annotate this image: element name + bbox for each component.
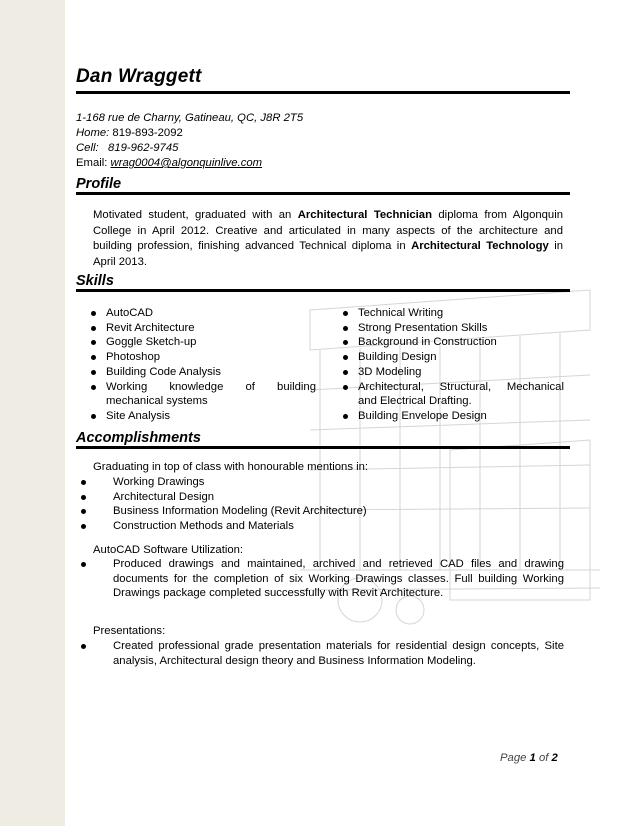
- page-number: [500, 752, 558, 764]
- list-item: AutoCAD: [86, 306, 316, 321]
- word: Structural,: [439, 380, 492, 393]
- home-phone: 819-893-2092: [112, 127, 183, 139]
- accomplishments-heading: Accomplishments: [76, 430, 201, 446]
- presentations-title: Presentations:: [93, 625, 166, 637]
- list-item: Business Information Modeling (Revit Architecture): [76, 504, 556, 519]
- list-item: Construction Methods and Materials: [76, 519, 556, 534]
- list-item: Strong Presentation Skills: [338, 321, 564, 336]
- presentations-list: [76, 639, 564, 668]
- word: Mechanical: [506, 380, 564, 393]
- page-word: Page: [500, 752, 527, 764]
- skills-heading: Skills: [76, 273, 114, 289]
- word: Working: [106, 380, 148, 393]
- list-item: Site Analysis: [86, 409, 316, 424]
- list-item: Background in Construction: [338, 335, 564, 350]
- list-item: Building Design: [338, 350, 564, 365]
- email-line: [76, 156, 303, 171]
- skills-left-list: [86, 306, 316, 424]
- profile-bold-2: Architectural Technology: [411, 240, 549, 252]
- resume-page: [76, 0, 570, 826]
- working-knowledge-line-2: mechanical systems: [106, 395, 208, 408]
- cell-phone: 819-962-9745: [108, 142, 179, 154]
- list-item: Technical Writing: [338, 306, 564, 321]
- working-knowledge-line: [106, 380, 316, 395]
- profile-bold-1: Architectural Technician: [297, 209, 432, 221]
- email-link[interactable]: wrag0004@algonquinlive.com: [110, 157, 263, 169]
- list-item: Working Drawings: [76, 475, 556, 490]
- profile-rule: [76, 192, 570, 195]
- list-item: Created professional grade presentation materials for residential design concepts, Site analysis, Architectural design theory and Business Information Modeling.: [76, 639, 564, 668]
- list-item: Produced drawings and maintained, archived and retrieved CAD files and drawing documents for the completion of six Working Drawings classes. Full building Working Drawings package completed successfully with Revit Architecture.: [76, 557, 564, 601]
- of-word: of: [538, 752, 549, 764]
- profile-text-3: in April 2013.: [93, 240, 563, 268]
- address: 1-168 rue de Charny, Gatineau, QC, J8R 2T5: [76, 112, 304, 124]
- word: of: [245, 380, 255, 393]
- profile-text: [93, 208, 563, 270]
- profile-heading: Profile: [76, 176, 122, 192]
- skills-right-list: [338, 306, 564, 424]
- autocad-list: [76, 557, 564, 601]
- contact-block: [76, 111, 303, 171]
- word: knowledge: [169, 380, 224, 393]
- accomplishments-intro: Graduating in top of class with honourable mentions in:: [93, 461, 369, 473]
- candidate-name: Dan Wraggett: [76, 66, 202, 87]
- list-item: [338, 380, 564, 409]
- accomplishments-rule: [76, 446, 570, 449]
- email-label: Email:: [76, 157, 108, 169]
- list-item: [86, 380, 316, 409]
- profile-text-2: diploma from Algonquin College in April 2012. Creative and articulated in many aspects of the architecture and building profession, finishing advanced Technical diploma in: [93, 209, 563, 252]
- list-item: Architectural Design: [76, 490, 556, 505]
- home-phone-line: [76, 126, 303, 141]
- word: building: [277, 380, 316, 393]
- word: Architectural,: [358, 380, 424, 393]
- honours-list: [76, 475, 556, 534]
- autocad-title: AutoCAD Software Utilization:: [93, 544, 244, 556]
- page-current: 1: [529, 752, 536, 764]
- left-margin-band: [0, 0, 65, 826]
- header-rule: [76, 91, 570, 94]
- list-item: Building Code Analysis: [86, 365, 316, 380]
- list-item: Goggle Sketch-up: [86, 335, 316, 350]
- architectural-drafting-line-2: and Electrical Drafting.: [358, 395, 472, 408]
- list-item: Building Envelope Design: [338, 409, 564, 424]
- page-total: 2: [551, 752, 558, 764]
- architectural-drafting-line: [358, 380, 564, 395]
- cell-label: Cell:: [76, 142, 99, 154]
- list-item: Revit Architecture: [86, 321, 316, 336]
- cell-phone-line: [76, 141, 303, 156]
- list-item: 3D Modeling: [338, 365, 564, 380]
- home-label: Home:: [76, 127, 110, 139]
- profile-text-1: Motivated student, graduated with an: [93, 209, 298, 221]
- skills-rule: [76, 289, 570, 292]
- list-item: Photoshop: [86, 350, 316, 365]
